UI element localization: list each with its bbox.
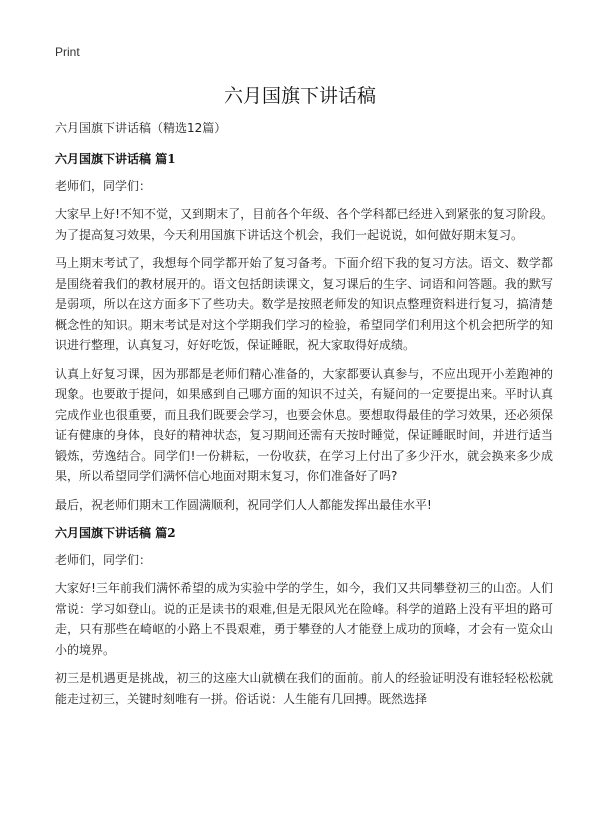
section-heading-text: 六月国旗下讲话稿: [55, 526, 152, 540]
section-heading: [55, 523, 553, 543]
print-link[interactable]: Print: [55, 45, 80, 59]
paragraph: 最后，祝老师们期末工作圆满顺利，祝同学们人人都能发挥出最佳水平!: [55, 497, 432, 512]
section-1: [55, 149, 553, 515]
document-subtitle: 六月国旗下讲话稿（精选12篇）: [55, 121, 227, 135]
section-number: 篇1: [155, 152, 176, 166]
paragraph: 大家好!三年前我们满怀希望的成为实验中学的学生，如今，我们又共同攀登初三的山峦。人们常说：学习如登山。说的正是读书的艰难,但是无限风光在险峰。科学的道路上没有平坦的路可走，只有那些在崎岖的小路上不畏艰难，勇于攀登的人才能登上成功的顶峰，才会有一览众山小的境界。: [55, 581, 553, 657]
document-body: [55, 118, 553, 717]
section-heading-text: 六月国旗下讲话稿: [55, 152, 152, 166]
section-number: 篇2: [155, 526, 176, 540]
page-title: 六月国旗下讲话稿: [223, 85, 376, 107]
paragraph: 初三是机遇更是挑战，初三的这座大山就横在我们的面前。前人的经验证明没有谁轻轻松松就能走过初三，关键时刻唯有一拼。俗话说：人生能有几回搏。既然选择: [55, 671, 553, 706]
section-2: [55, 523, 553, 709]
paragraph: 认真上好复习课，因为那都是老师们精心准备的，大家都要认真参与，不应出现开小差跑神的现象。也要敢于提问，如果感到自己哪方面的知识不过关，有疑问的一定要提出来。平时认真完成作业也很重要，而且我们既要会学习，也要会休息。要想取得最佳的学习效果，还必须保证有健康的身体，良好的精神状态，复习期间还需有天按时睡觉，保证睡眠时间，并进行适当锻炼，劳逸结合。同学们!一份耕耘，一份收获，在学习上付出了多少汗水，就会换来多少成果，所以希望同学们满怀信心地面对期末复习，你们准备好了吗?: [55, 366, 553, 483]
greeting: 老师们，同学们：: [55, 179, 152, 193]
greeting: 老师们，同学们：: [55, 553, 152, 567]
section-heading: [55, 149, 553, 169]
paragraph: 马上期末考试了，我想每个同学都开始了复习备考。下面介绍下我的复习方法。语文、数学都是围绕着我们的教材展开的。语文包括朗读课文，复习课后的生字、词语和问答题。我的默写是弱项，所以在这方面多下了些功夫。数学是按照老师发的知识点整理资料进行复习，搞清楚概念性的知识。期末考试是对这个学期我们学习的检验，希望同学们利用这个机会把所学的知识进行整理，认真复习，好好吃饭，保证睡眠，祝大家取得好成绩。: [55, 256, 553, 352]
paragraph: 大家早上好!不知不觉，又到期末了，目前各个年级、各个学科都已经进入到紧张的复习阶段。为了提高复习效果，今天利用国旗下讲话这个机会，我们一起说说，如何做好期末复习。: [55, 207, 553, 242]
